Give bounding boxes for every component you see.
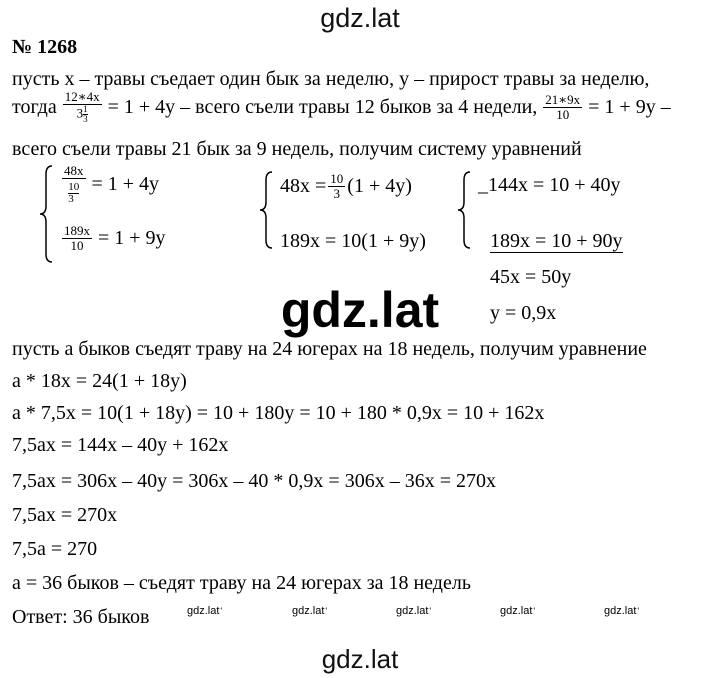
solution-line-3: a * 7,5x = 10(1 + 18y) = 10 + 180y = 10 + 180 * 0,9x = 10 + 162x	[12, 402, 545, 424]
fraction-denominator: 10	[70, 238, 84, 253]
sub-num: 10	[68, 181, 80, 193]
minus-sign: _	[478, 174, 488, 196]
brace-system-2	[258, 170, 274, 250]
solution-line-4: 7,5ax = 144x – 40y + 162x	[12, 434, 229, 456]
fraction-48x	[62, 164, 86, 205]
watermark-middle: gdz.lat	[280, 282, 440, 338]
small-watermark-4: gdz.lat '	[500, 605, 535, 617]
fraction-denominator	[75, 105, 90, 124]
solution-line-2: a * 18x = 24(1 + 18y)	[12, 370, 187, 392]
fraction-numerator: 10	[330, 171, 344, 186]
system-2-eq-1-rhs: (1 + 4y)	[347, 175, 412, 197]
watermark-top: gdz.lat	[320, 3, 400, 33]
watermark-bottom: gdz.lat	[321, 644, 399, 674]
system-1-eq-1-rhs: = 1 + 4y	[91, 173, 160, 195]
system-2-eq-1	[280, 172, 412, 201]
system-2-eq-1-lhs: 48x =	[280, 175, 327, 197]
sub-den: 3	[68, 193, 74, 205]
intro-line-2	[12, 90, 671, 124]
system-1-eq-2	[60, 224, 166, 253]
intro-line-3: всего съели травы 21 бык за 9 недель, получим систему уравнений	[12, 138, 582, 160]
system-3-eq-2-text: 189x = 10 + 90y	[490, 230, 623, 252]
system-1-eq-2-rhs: = 1 + 9y	[98, 227, 166, 249]
system-3-result-1: 45x = 50y	[490, 266, 572, 288]
system-3-eq-2	[490, 230, 623, 253]
solution-line-6: 7,5ax = 270x	[12, 504, 118, 526]
system-2-eq-2: 189x = 10(1 + 9y)	[280, 230, 426, 252]
intro-line-2-end: = 1 + 9y –	[588, 95, 671, 118]
fraction-numerator: 21∗9x	[545, 91, 581, 107]
fraction-denominator	[66, 179, 81, 205]
brace-system-1	[38, 164, 54, 264]
small-watermark-1: gdz.lat '	[187, 605, 222, 617]
intro-line-2-middle: = 1 + 4y – всего съели травы 12 быков за 4 недели,	[107, 95, 538, 118]
solution-line-8: a = 36 быков – съедят траву на 24 югерах за 18 недель	[12, 572, 471, 594]
solution-line-5: 7,5ax = 306x – 40y = 306x – 40 * 0,9x = 306x – 36x = 270x	[12, 470, 496, 492]
mixed-den: 3	[83, 114, 88, 124]
system-3-result-2: y = 0,9x	[490, 302, 557, 324]
fraction-numerator: 189x	[64, 223, 90, 238]
answer: Ответ: 36 быков	[12, 606, 150, 628]
fraction-denominator: 10	[556, 106, 570, 122]
fraction-denominator: 3	[333, 186, 341, 201]
intro-line-2-start: тогда	[12, 95, 57, 118]
solution-line-7: 7,5a = 270	[12, 538, 98, 560]
system-1-eq-1	[60, 164, 159, 205]
fraction-numerator: 48x	[64, 163, 84, 178]
fraction-21-9x	[543, 93, 582, 122]
brace-system-3	[456, 170, 472, 250]
small-watermark-5: gdz.lat '	[604, 605, 639, 617]
problem-number: № 1268	[12, 36, 78, 58]
fraction-12-4x	[63, 90, 102, 124]
small-watermark-3: gdz.lat '	[396, 605, 431, 617]
system-3-eq-1	[478, 174, 621, 197]
small-watermark-2: gdz.lat '	[292, 605, 327, 617]
solution-line-1: пусть a быков съедят траву на 24 югерах на 18 недель, получим уравнение	[12, 338, 647, 360]
fraction-numerator: 12∗4x	[64, 89, 100, 104]
fraction-10-3	[328, 172, 345, 201]
intro-line-1: пусть x – травы съедает один бык за неделю, у – прирост травы за неделю,	[12, 68, 650, 90]
mixed-whole: 3	[76, 105, 84, 121]
fraction-189x	[62, 224, 92, 253]
mixed-num: 1	[83, 104, 88, 114]
system-3-eq-1-text: 144x = 10 + 40y	[488, 174, 621, 196]
